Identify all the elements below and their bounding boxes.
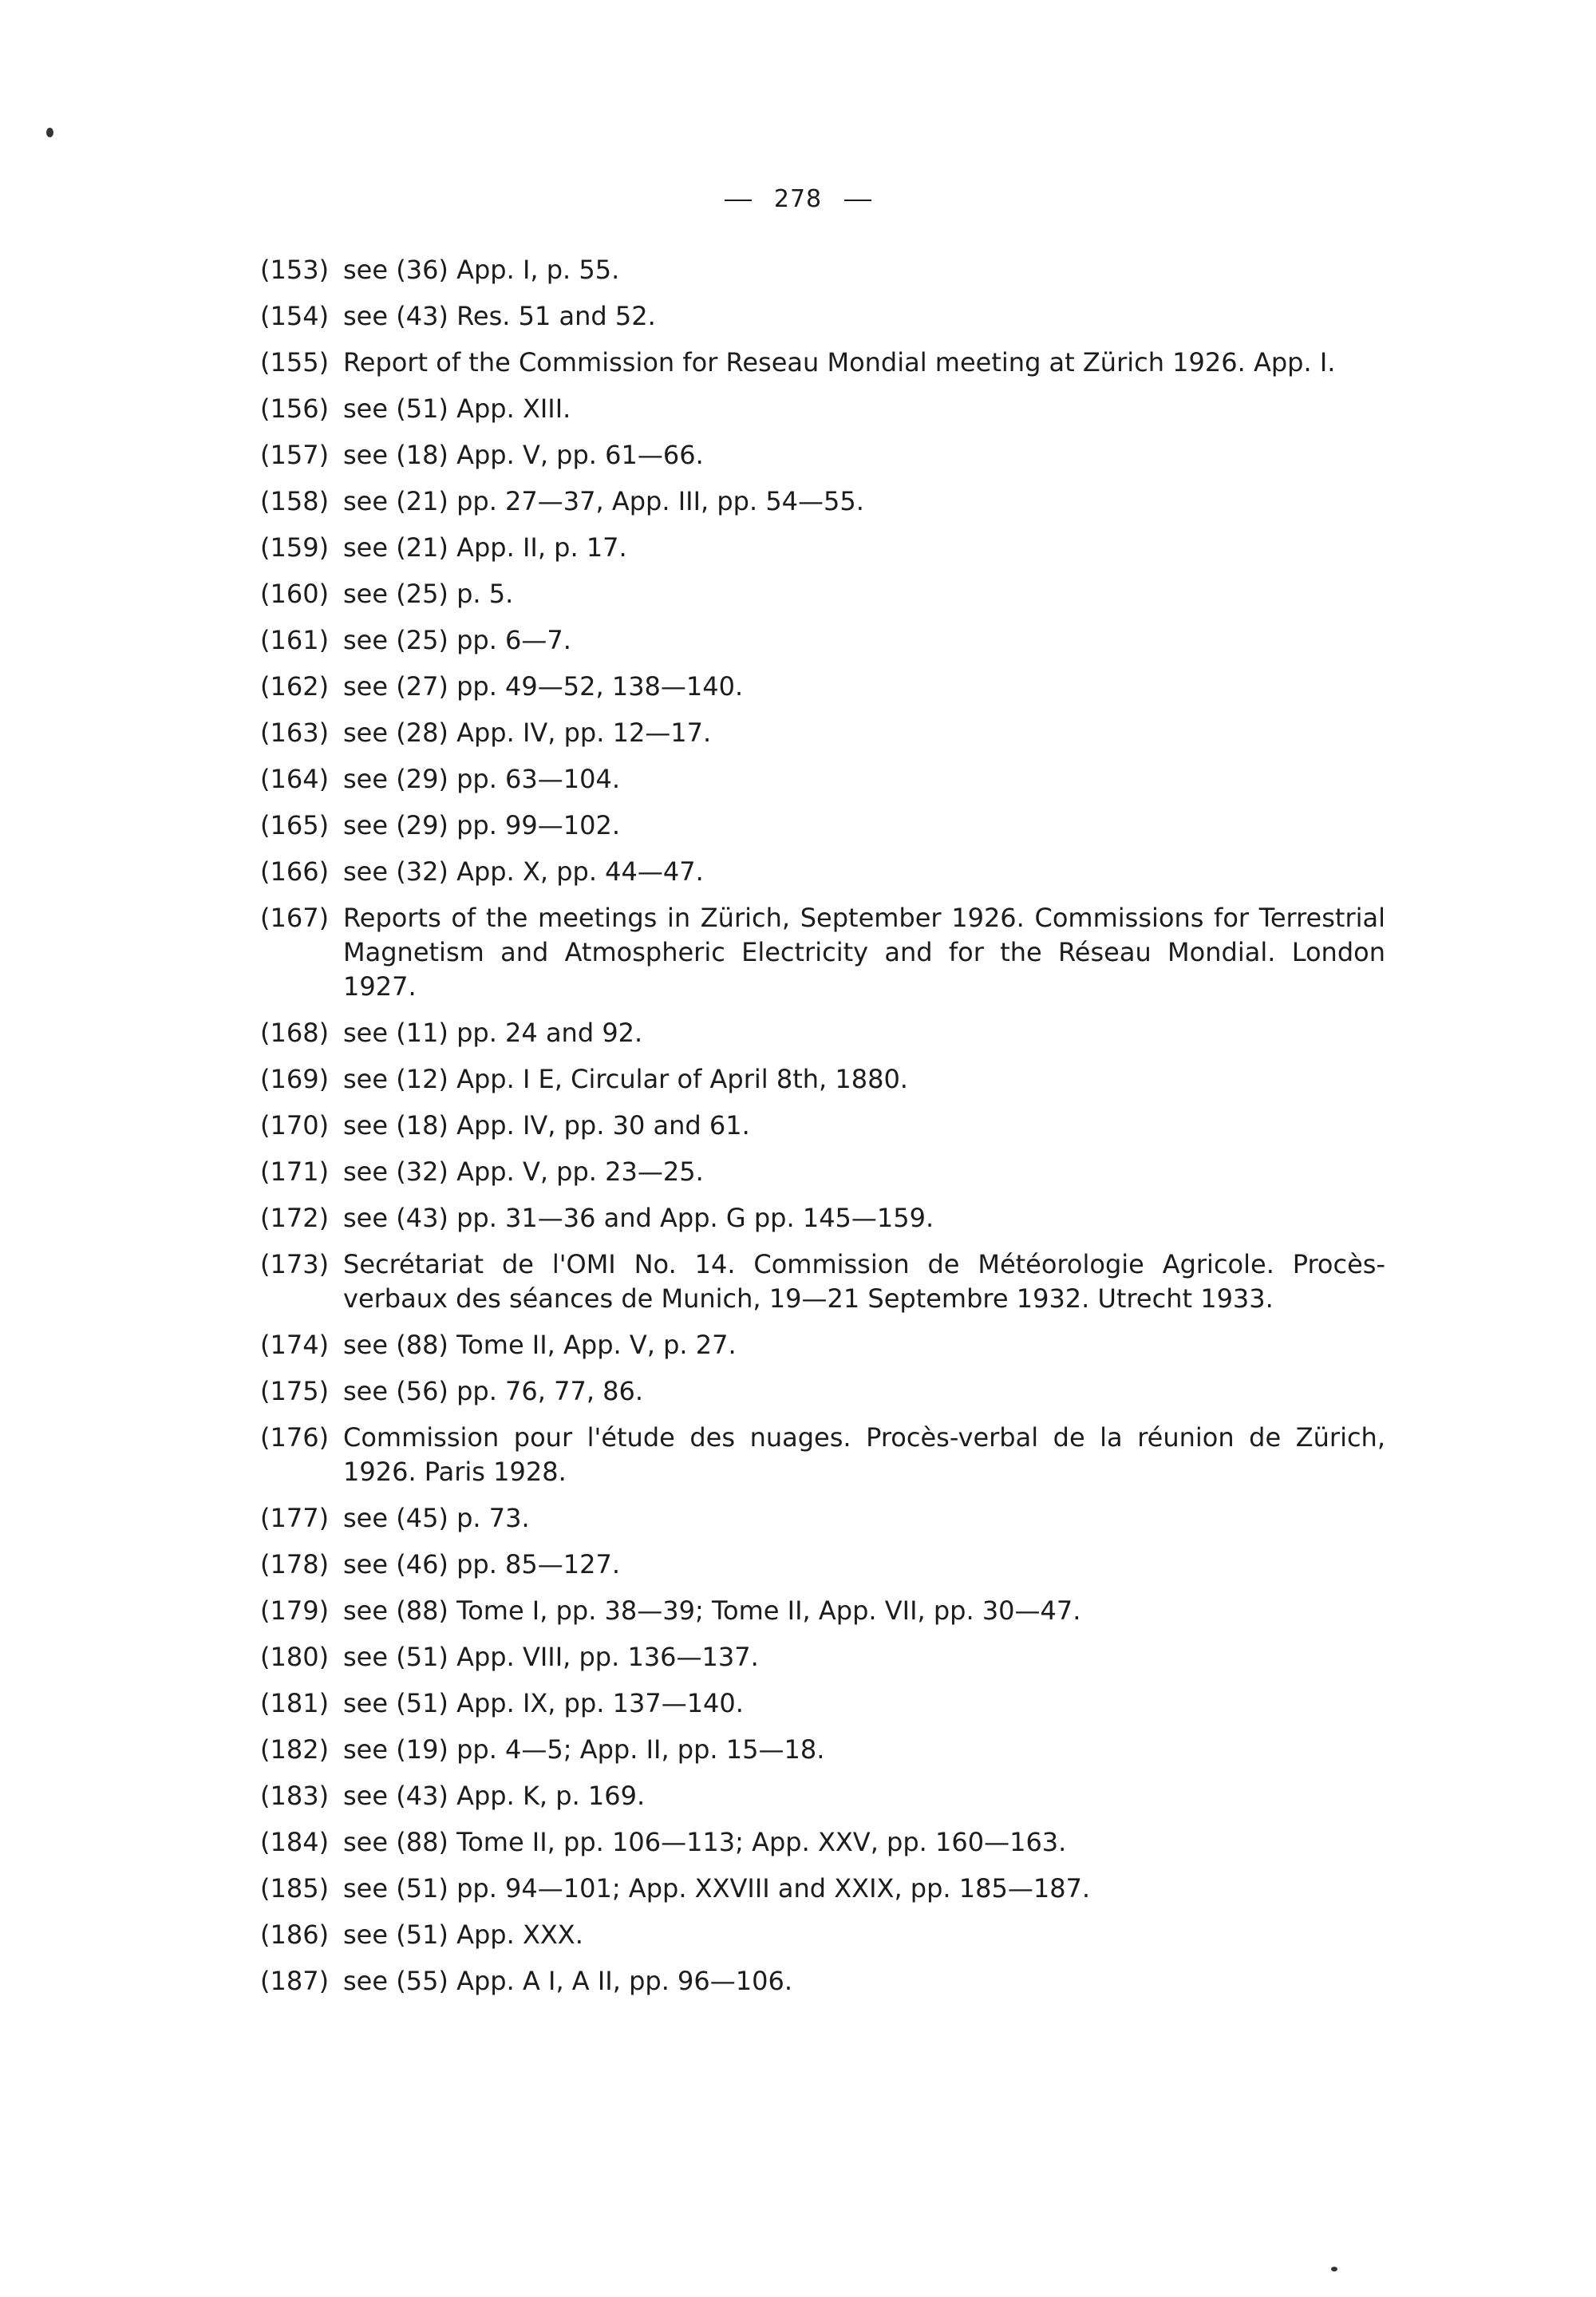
reference-text: see (18) App. V, pp. 61—66. [343,440,704,470]
reference-number: (175) [260,1376,330,1406]
reference-text: see (51) pp. 94—101; App. XXVIII and XXIX, pp. 185—187. [343,1873,1091,1904]
reference-number: (169) [260,1064,330,1094]
reference-text: see (45) p. 73. [343,1503,530,1533]
reference-text: see (32) App. V, pp. 23—25. [343,1156,704,1187]
reference-entry [260,1016,1385,1050]
reference-number: (181) [260,1688,330,1718]
reference-entry [260,716,1385,750]
reference-text: see (88) Tome II, App. V, p. 27. [343,1330,737,1360]
reference-entry [260,762,1385,797]
reference-text: see (51) App. VIII, pp. 136—137. [343,1642,759,1672]
reference-text: see (88) Tome I, pp. 38—39; Tome II, App. VII, pp. 30—47. [343,1595,1081,1626]
reference-entry [260,855,1385,889]
reference-entry [260,1421,1385,1489]
reference-entry [260,1548,1385,1582]
reference-text: see (51) App. XXX. [343,1919,583,1950]
reference-number: (158) [260,486,330,516]
reference-number: (156) [260,393,330,424]
reference-number: (162) [260,671,330,702]
reference-number: (176) [260,1422,330,1453]
reference-entry [260,1062,1385,1097]
reference-entry [260,1872,1385,1906]
reference-text: see (19) pp. 4—5; App. II, pp. 15—18. [343,1734,825,1765]
reference-number: (180) [260,1642,330,1672]
reference-entry [260,901,1385,1004]
reference-entry [260,577,1385,611]
reference-entry [260,1374,1385,1409]
reference-text: see (25) pp. 6—7. [343,625,571,655]
reference-number: (187) [260,1966,330,1996]
reference-text: see (51) App. IX, pp. 137—140. [343,1688,744,1718]
reference-number: (173) [260,1249,330,1279]
reference-entry [260,1640,1385,1674]
reference-number: (172) [260,1203,330,1233]
reference-text: Report of the Commission for Reseau Mondial meeting at Zürich 1926. App. I. [343,347,1336,378]
reference-text: see (11) pp. 24 and 92. [343,1018,643,1048]
reference-text: see (21) App. II, p. 17. [343,532,627,563]
reference-text: see (12) App. I E, Circular of April 8th, 1880. [343,1064,908,1094]
reference-text: see (43) Res. 51 and 52. [343,301,656,331]
reference-entry [260,392,1385,426]
reference-number: (178) [260,1549,330,1579]
reference-entry [260,346,1385,380]
reference-text: see (28) App. IV, pp. 12—17. [343,718,712,748]
reference-text: see (43) pp. 31—36 and App. G pp. 145—159. [343,1203,934,1233]
reference-number: (155) [260,347,330,378]
reference-text: see (36) App. I, p. 55. [343,255,620,285]
reference-text: see (25) p. 5. [343,579,514,609]
reference-text: see (18) App. IV, pp. 30 and 61. [343,1110,750,1141]
reference-entry [260,253,1385,287]
reference-entry [260,299,1385,334]
reference-entry [260,438,1385,472]
reference-text: see (55) App. A I, A II, pp. 96—106. [343,1966,792,1996]
reference-number: (154) [260,301,330,331]
reference-number: (157) [260,440,330,470]
reference-number: (184) [260,1827,330,1857]
reference-number: (165) [260,810,330,840]
page-number-dash-left [725,200,752,201]
reference-entry [260,531,1385,565]
reference-number: (185) [260,1873,330,1904]
reference-number: (174) [260,1330,330,1360]
reference-entry [260,670,1385,704]
reference-entry [260,808,1385,843]
page-number-value: 278 [773,185,823,213]
reference-number: (167) [260,903,330,933]
reference-entry [260,1201,1385,1235]
reference-entry [260,623,1385,658]
reference-entry [260,1825,1385,1860]
page-number-dash-right [844,200,871,201]
reference-number: (163) [260,718,330,748]
reference-text: see (29) pp. 63—104. [343,764,621,794]
reference-entry [260,1594,1385,1628]
reference-text: see (88) Tome II, pp. 106—113; App. XXV, pp. 160—163. [343,1827,1067,1857]
reference-number: (170) [260,1110,330,1141]
reference-number: (159) [260,532,330,563]
reference-entry [260,1109,1385,1143]
reference-text: see (32) App. X, pp. 44—47. [343,856,704,887]
reference-number: (168) [260,1018,330,1048]
reference-text: see (21) pp. 27—37, App. III, pp. 54—55. [343,486,864,516]
reference-number: (164) [260,764,330,794]
page-number [0,185,1596,213]
reference-list [260,253,1385,2010]
reference-number: (179) [260,1595,330,1626]
reference-number: (186) [260,1919,330,1950]
reference-number: (153) [260,255,330,285]
reference-number: (171) [260,1156,330,1187]
reference-text: see (51) App. XIII. [343,393,571,424]
reference-entry [260,1964,1385,1999]
reference-number: (160) [260,579,330,609]
reference-entry [260,1328,1385,1362]
reference-entry [260,1779,1385,1813]
reference-number: (183) [260,1781,330,1811]
scan-speck [1331,2267,1337,2271]
reference-entry [260,1155,1385,1189]
reference-text: see (43) App. K, p. 169. [343,1781,646,1811]
reference-text: see (27) pp. 49—52, 138—140. [343,671,744,702]
reference-entry [260,1686,1385,1721]
reference-text: see (46) pp. 85—127. [343,1549,621,1579]
reference-number: (177) [260,1503,330,1533]
reference-text: Secrétariat de l'OMI No. 14. Commission de Météorologie Agricole. Procès-verbaux des séances de Munich, 19—21 Septembre 1932. Utrecht 1933. [343,1249,1385,1314]
reference-text: see (29) pp. 99—102. [343,810,621,840]
reference-entry [260,1247,1385,1316]
reference-text: Commission pour l'étude des nuages. Procès-verbal de la réunion de Zürich, 1926. Paris 1928. [343,1422,1385,1487]
reference-number: (166) [260,856,330,887]
reference-number: (182) [260,1734,330,1765]
reference-entry [260,1501,1385,1536]
reference-text: Reports of the meetings in Zürich, September 1926. Commissions for Terrestrial Magnetism and Atmospheric Electricity and for the Réseau Mondial. London 1927. [343,903,1385,1002]
reference-entry [260,484,1385,519]
reference-entry [260,1918,1385,1952]
reference-number: (161) [260,625,330,655]
reference-entry [260,1733,1385,1767]
scan-speck [46,128,53,137]
reference-text: see (56) pp. 76, 77, 86. [343,1376,644,1406]
